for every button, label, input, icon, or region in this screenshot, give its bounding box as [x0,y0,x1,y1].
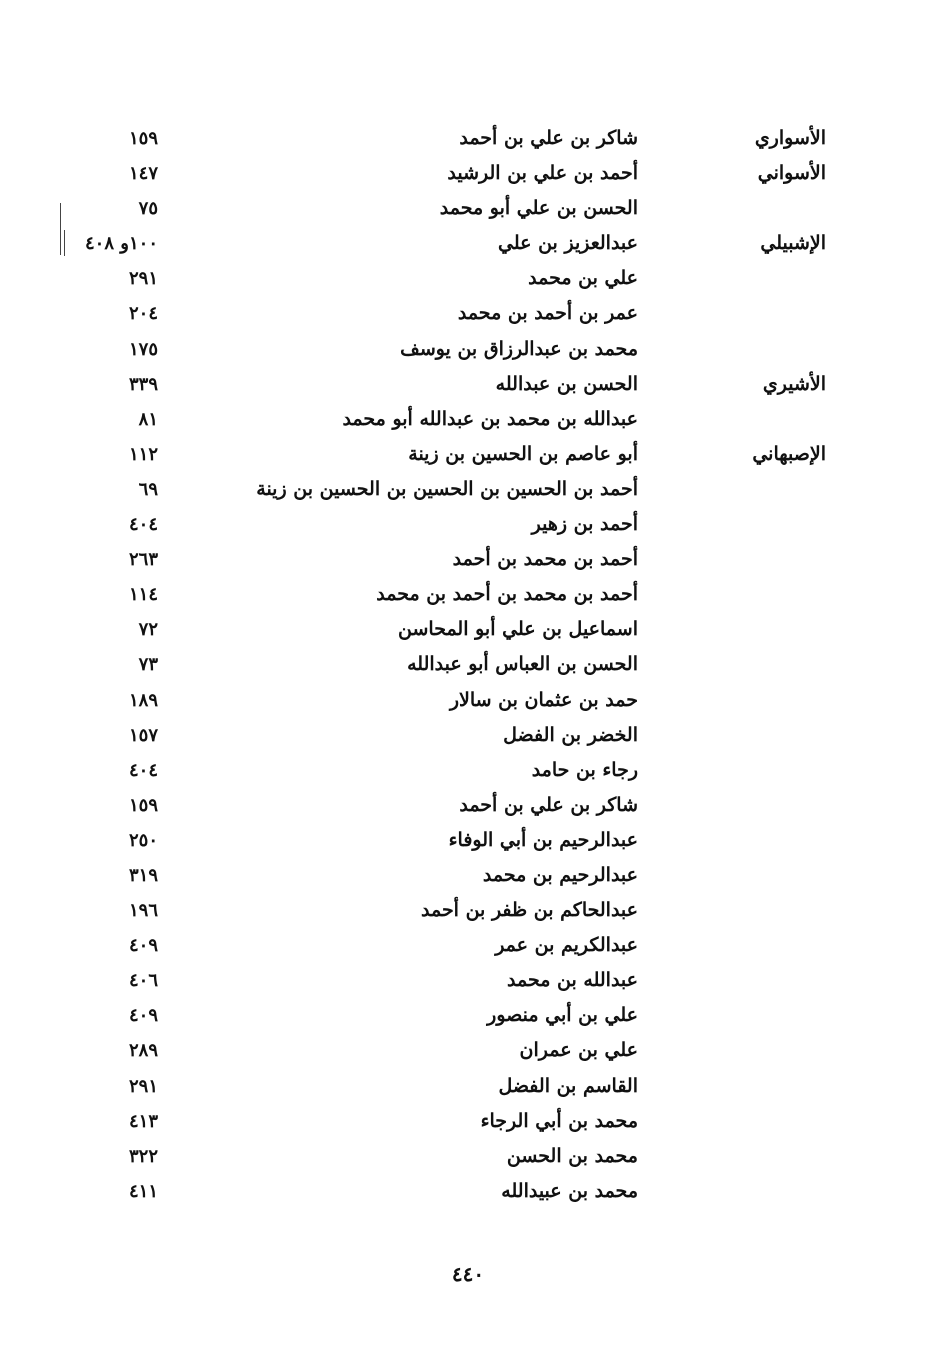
entry-pages: ٤٠٩ [128,935,158,957]
entry-name: شاكر بن علي بن أحمد [459,127,638,149]
entry-pages: ١١٢ [128,443,158,465]
index-entry [0,332,936,367]
entry-pages: ١٤٧ [128,163,158,185]
index-entry [0,121,936,156]
entry-name: علي بن عمران [519,1039,638,1062]
entry-name: الحسن بن عبدالله [495,372,638,395]
entry-name: حمد بن عثمان بن سالار [449,688,638,711]
index-entry [0,612,936,647]
entry-pages: ١١٤ [128,584,158,606]
index-entry [0,823,936,858]
entry-pages: ١٥٩ [128,794,158,816]
entry-name: علي بن محمد [528,267,638,290]
index-entry [0,226,936,261]
entry-pages: ٣٣٩ [128,373,158,395]
entry-nisba: الإشبيلي [760,232,826,255]
entry-pages: ٢٠٤ [128,303,158,325]
entry-pages: ٦٩ [138,478,158,500]
entry-name: عبدالله بن محمد بن عبدالله أبو محمد [342,407,638,430]
entry-name: الخضر بن الفضل [503,723,638,746]
index-entry [0,191,936,226]
entry-pages: ١٩٦ [128,900,158,922]
index-entry [0,542,936,577]
entry-pages: ٧٥ [138,198,158,220]
entry-pages: ٢٨٩ [128,1040,158,1062]
index-entry [0,858,936,893]
entry-nisba: الإصبهاني [752,442,826,465]
entry-name: أحمد بن محمد بن أحمد [452,548,638,571]
index-entry [0,1104,936,1139]
margin-mark [64,230,65,256]
entry-name: عبدالكريم بن عمر [495,934,638,957]
entry-name: محمد بن الحسن [506,1144,638,1167]
entry-name: أحمد بن محمد بن أحمد بن محمد [376,583,638,606]
index-entry [0,296,936,331]
entry-name: رجاء بن حامد [531,758,638,781]
entry-pages: ٣١٩ [128,864,158,886]
index-entry [0,1069,936,1104]
entry-name: أحمد بن علي بن الرشيد [447,162,638,185]
entry-pages: ١٠٠و ٤٠٨ [85,233,158,255]
entry-name: الحسن بن العباس أبو عبدالله [407,653,638,676]
entry-pages: ٤١٣ [128,1110,158,1132]
entry-pages: ٢٩١ [128,1075,158,1097]
index-list [0,121,936,1209]
page-number: ٤٤٠ [451,1262,485,1286]
entry-name: أحمد بن الحسين بن الحسين بن الحسين بن زينة [256,477,638,500]
index-entry [0,718,936,753]
index-entry [0,577,936,612]
index-entry [0,963,936,998]
index-entry [0,753,936,788]
entry-pages: ٤٠٤ [128,514,158,536]
entry-name: عبدالحاكم بن ظفر بن أحمد [420,899,638,922]
entry-pages: ١٨٩ [128,689,158,711]
index-entry [0,402,936,437]
entry-name: اسماعيل بن علي أبو المحاسن [398,618,638,641]
entry-pages: ٤١١ [128,1180,158,1202]
entry-name: عبدالله بن محمد [507,969,638,992]
entry-pages: ٧٣ [138,654,158,676]
index-entry [0,893,936,928]
index-entry [0,367,936,402]
entry-name: علي بن أبي منصور [487,1004,638,1027]
index-entry [0,1139,936,1174]
index-entry [0,788,936,823]
entry-pages: ١٧٥ [128,338,158,360]
index-entry [0,472,936,507]
index-entry [0,1033,936,1068]
index-entry [0,647,936,682]
entry-pages: ١٥٩ [128,128,158,149]
index-entry [0,1174,936,1209]
entry-name: القاسم بن الفضل [498,1074,638,1097]
entry-nisba: الأسواري [754,127,826,149]
index-entry [0,261,936,296]
index-entry [0,928,936,963]
entry-pages: ٢٦٣ [128,549,158,571]
entry-name: عبدالرحيم بن محمد [482,863,638,886]
entry-pages: ٤٠٩ [128,1005,158,1027]
entry-pages: ٨١ [138,408,158,430]
entry-pages: ٤٠٤ [128,759,158,781]
entry-pages: ٢٥٠ [128,829,158,851]
entry-pages: ٧٢ [138,619,158,641]
entry-name: عمر بن أحمد بن محمد [457,302,638,325]
entry-pages: ١٥٧ [128,724,158,746]
entry-nisba: الأشيري [762,372,826,395]
entry-name: محمد بن عبدالرزاق بن يوسف [400,337,638,360]
entry-name: عبدالرحيم بن أبي الوفاء [448,828,638,851]
entry-pages: ٣٢٢ [128,1145,158,1167]
entry-name: الحسن بن علي أبو محمد [439,197,638,220]
entry-pages: ٢٩١ [128,268,158,290]
entry-name: أحمد بن زهير [531,513,638,536]
index-entry [0,683,936,718]
entry-name: محمد بن عبيدالله [501,1179,638,1202]
entry-nisba: الأسواني [757,162,826,185]
entry-name: أبو عاصم بن الحسين بن زينة [408,442,638,465]
entry-pages: ٤٠٦ [128,970,158,992]
entry-name: شاكر بن علي بن أحمد [459,793,638,816]
index-entry [0,507,936,542]
index-entry [0,998,936,1033]
index-entry [0,437,936,472]
index-entry [0,156,936,191]
entry-name: محمد بن أبي الرجاء [480,1109,638,1132]
entry-name: عبدالعزيز بن علي [498,232,638,255]
margin-mark [60,203,61,255]
